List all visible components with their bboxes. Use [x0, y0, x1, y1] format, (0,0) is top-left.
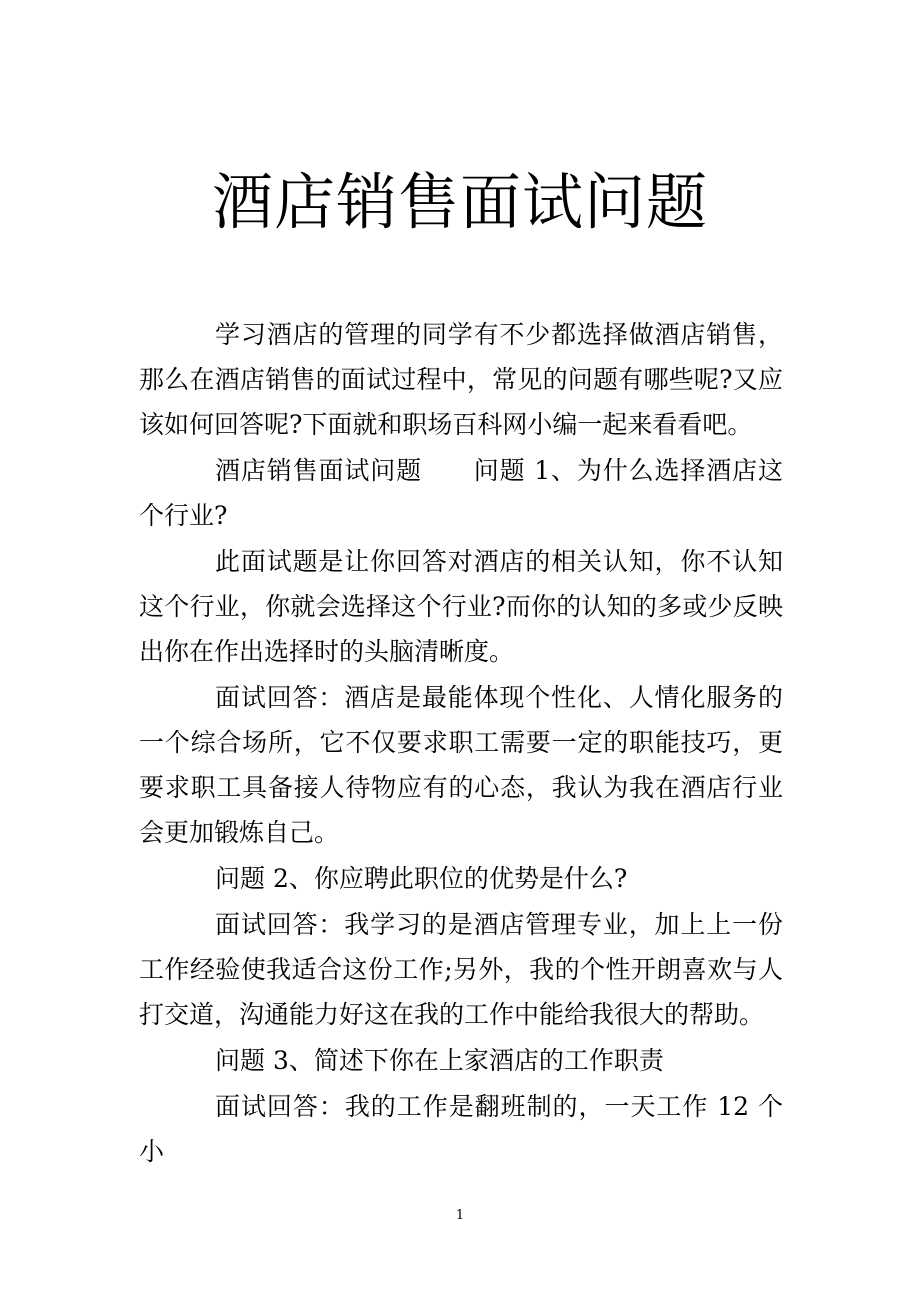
paragraph-intro: 学习酒店的管理的同学有不少都选择做酒店销售，那么在酒店销售的面试过程中，常见的问题有哪些呢?又应该如何回答呢?下面就和职场百科网小编一起来看看吧。	[139, 320, 783, 439]
paragraph-question-3: 问题 3、简述下你在上家酒店的工作职责	[215, 1046, 664, 1075]
paragraph-answer-2: 面试回答：我学习的是酒店管理专业，加上上一份工作经验使我适合这份工作;另外，我的个性开朗喜欢与人打交道，沟通能力好这在我的工作中能给我很大的帮助。	[139, 910, 783, 1029]
paragraph-answer-1: 面试回答：酒店是最能体现个性化、人情化服务的一个综合场所，它不仅要求职工需要一定的职能技巧，更要求职工具备接人待物应有的心态，我认为我在酒店行业会更加锻炼自己。	[139, 683, 783, 847]
paragraph-answer-3: 面试回答：我的工作是翻班制的，一天工作 12 个小	[139, 1092, 783, 1166]
paragraph-question-1-explanation: 此面试题是让你回答对酒店的相关认知，你不认知这个行业，你就会选择这个行业?而你的认知的多或少反映出你在作出选择时的头脑清晰度。	[139, 547, 783, 666]
document-body	[139, 312, 783, 1175]
paragraph-question-2: 问题 2、你应聘此职位的优势是什么?	[215, 864, 628, 893]
document-title: 酒店销售面试问题	[211, 167, 708, 238]
page-number: 1	[455, 1208, 465, 1223]
paragraph-question-1: 酒店销售面试问题 问题 1、为什么选择酒店这个行业?	[139, 456, 783, 530]
